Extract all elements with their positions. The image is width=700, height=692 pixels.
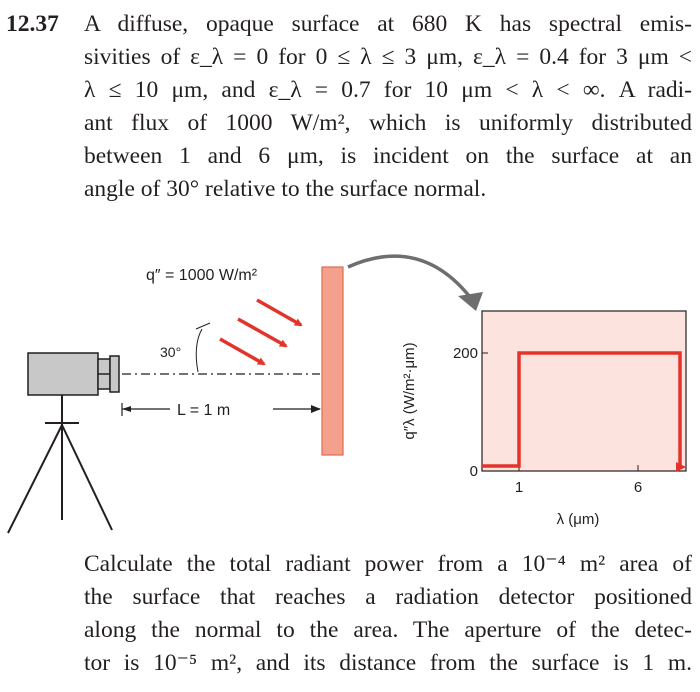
x-tick-label: 6 bbox=[633, 479, 643, 496]
x-axis-label: λ (μm) bbox=[556, 511, 600, 528]
statement-line: angle of 30° relative to the surface normal. bbox=[84, 176, 487, 202]
curved-arrow-head bbox=[458, 292, 483, 311]
distance-label: L = 1 m bbox=[177, 402, 231, 419]
problem-number: 12.37 bbox=[6, 11, 59, 37]
statement-line: λ ≤ 10 μm, and ε_λ = 0.7 for 10 μm < λ < ∞. A radi- bbox=[84, 77, 692, 103]
y-zero-label: 0 bbox=[469, 463, 478, 480]
statement-line: sivities of ε_λ = 0 for 0 ≤ λ ≤ 3 μm, ε_λ = 0.4 for 3 μm < bbox=[84, 44, 692, 70]
surface-plate bbox=[322, 267, 343, 455]
tripod bbox=[8, 395, 112, 533]
question-line: tor is 10⁻⁵ m², and its distance from the surface is 1 m. bbox=[84, 650, 692, 676]
statement-line: ant flux of 1000 W/m², which is uniformly distributed bbox=[84, 110, 692, 136]
statement-line: A diffuse, opaque surface at 680 K has spectral emis- bbox=[84, 11, 692, 37]
problem-statement bbox=[84, 8, 692, 206]
problem-figure bbox=[0, 245, 700, 545]
flux-label: q″ = 1000 W/m² bbox=[146, 267, 258, 284]
curved-arrow bbox=[348, 256, 470, 297]
plot-area bbox=[482, 311, 686, 471]
question-line: Calculate the total radiant power from a 10⁻⁴ m² area of bbox=[84, 551, 692, 577]
angle-label: 30° bbox=[160, 344, 182, 360]
y-axis-label: q″λ (W/m²·μm) bbox=[401, 342, 418, 440]
angle-marker bbox=[196, 323, 210, 372]
question-line: the surface that reaches a radiation detector positioned bbox=[84, 584, 692, 610]
question-line: along the normal to the area. The aperture of the detec- bbox=[84, 617, 692, 643]
spectral-plot bbox=[401, 311, 686, 528]
question bbox=[84, 548, 692, 680]
incident-flux-arrows bbox=[220, 300, 301, 364]
x-tick-label: 1 bbox=[514, 479, 524, 496]
y-tick-label: 200 bbox=[452, 345, 478, 362]
statement-line: between 1 and 6 μm, is incident on the surface at an bbox=[84, 143, 692, 169]
detector bbox=[28, 353, 119, 395]
